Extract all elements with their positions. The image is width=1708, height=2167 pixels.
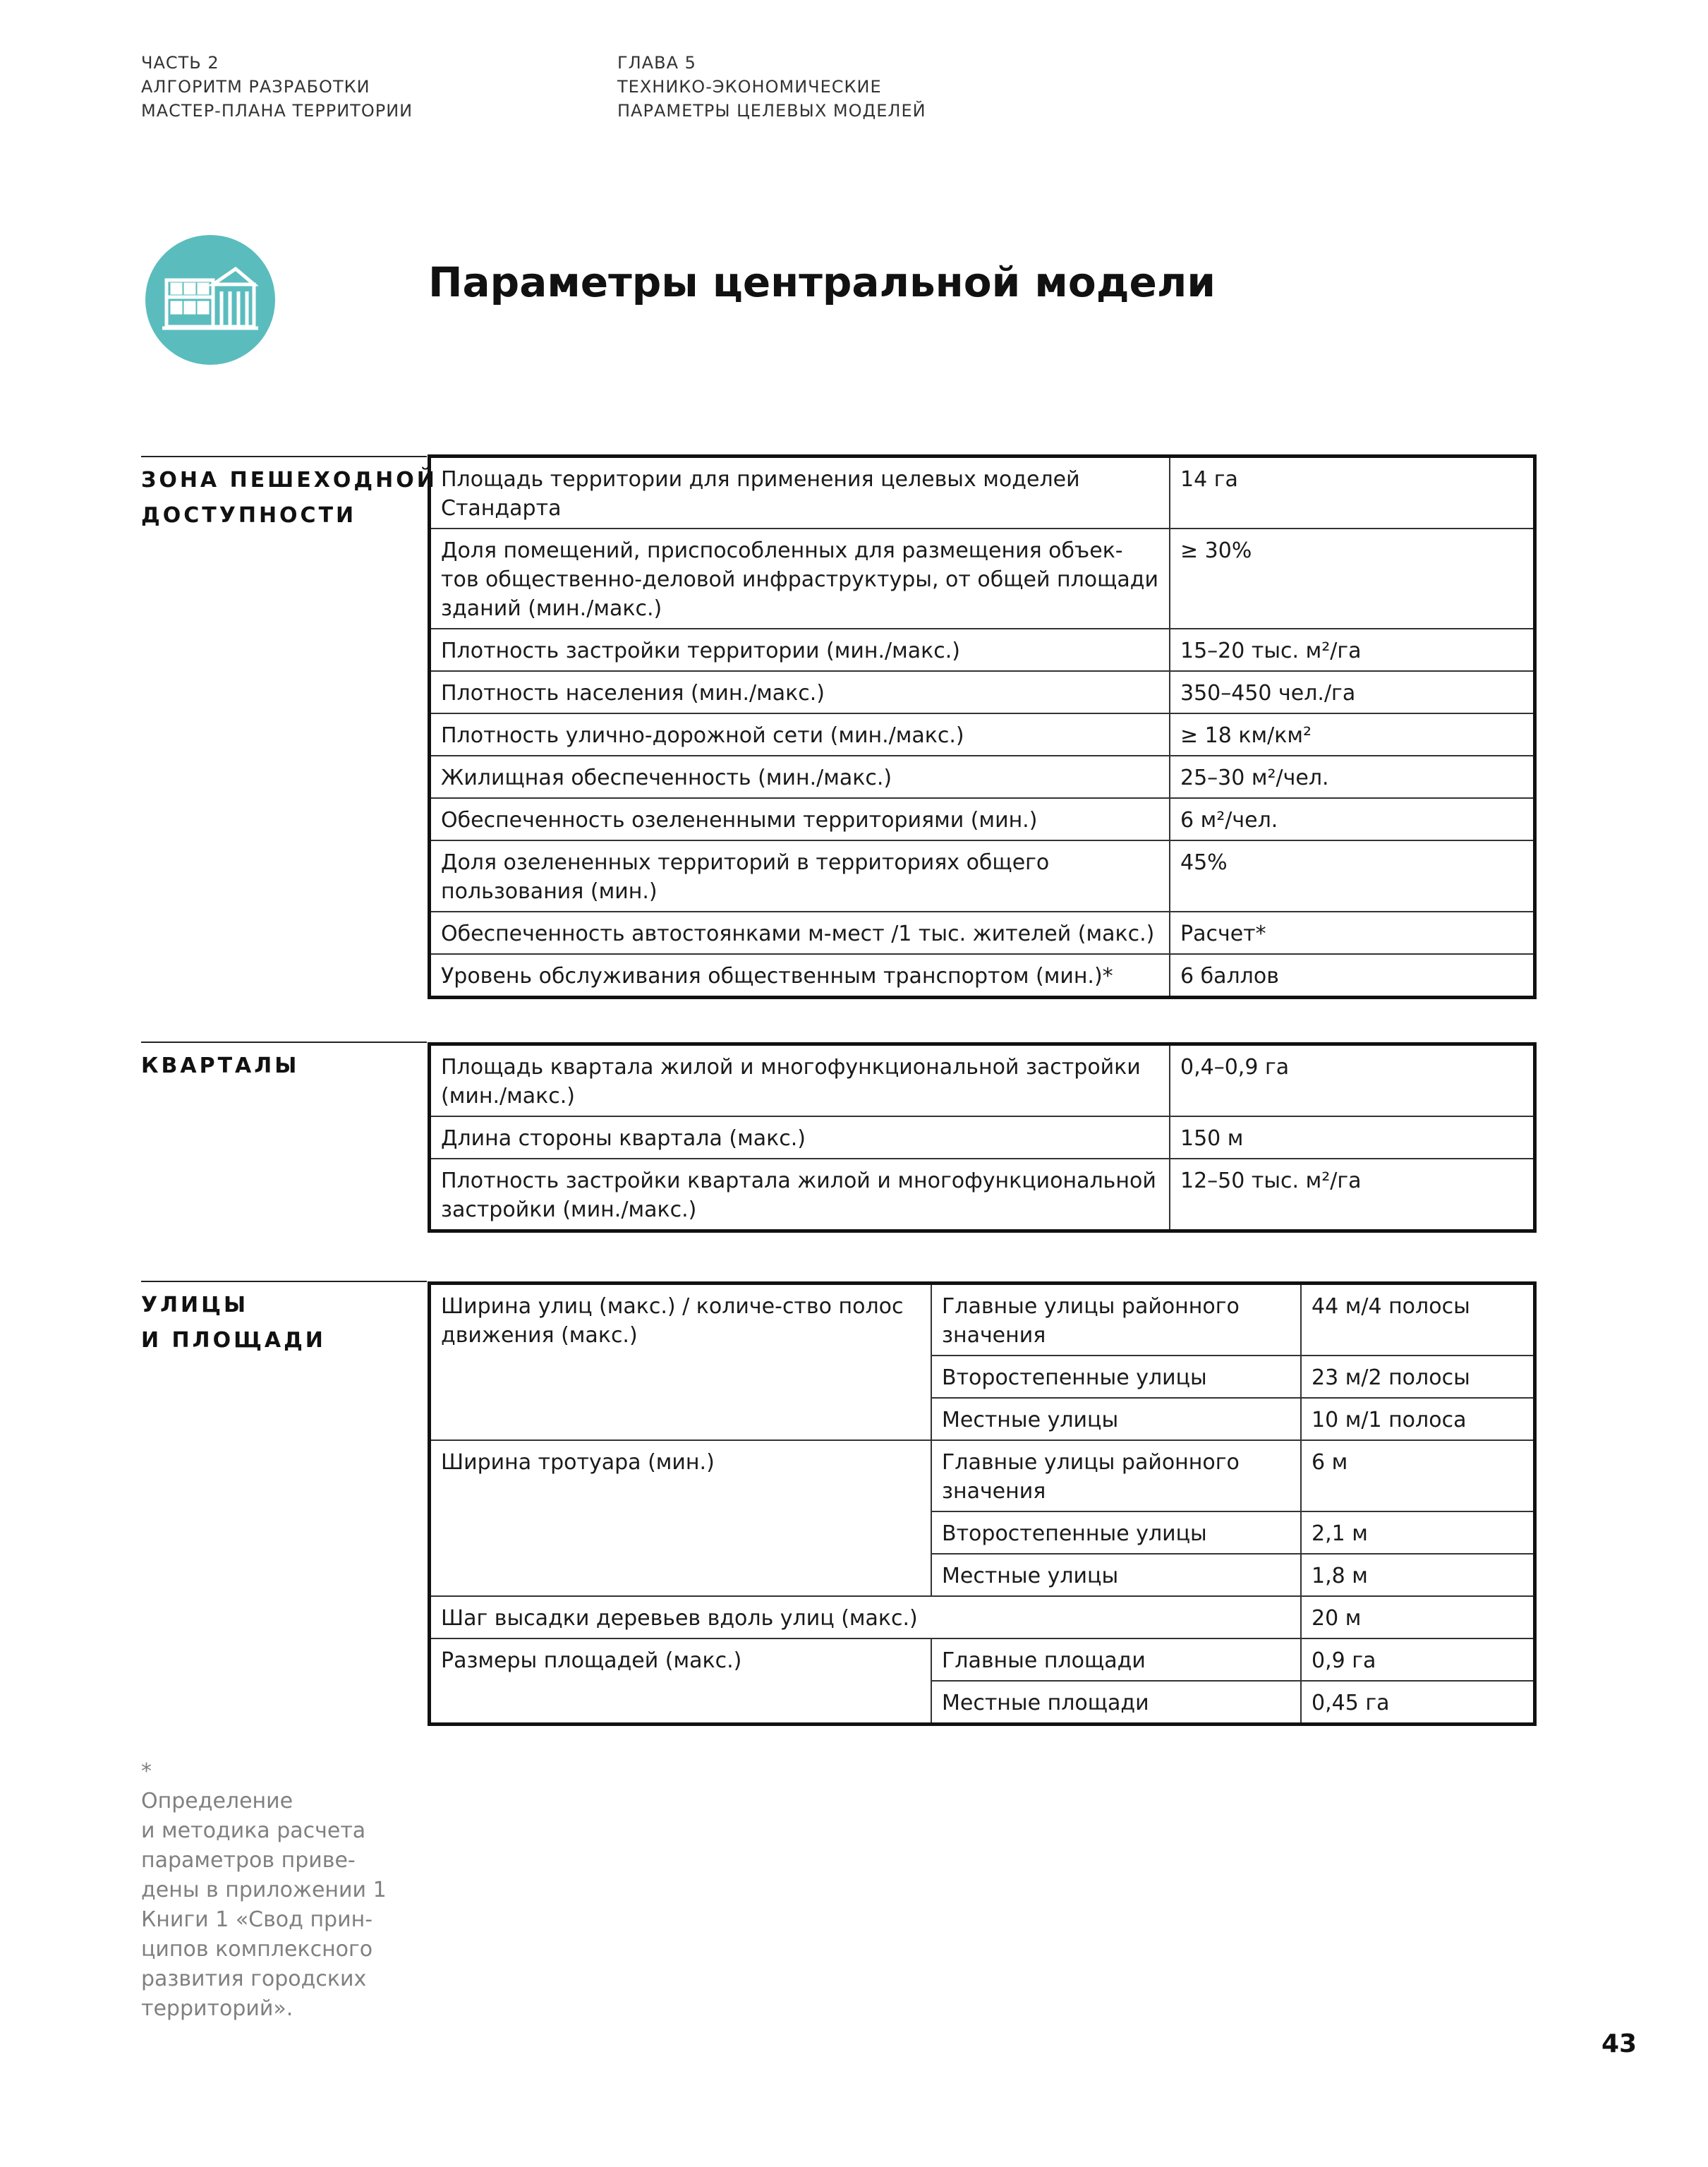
param-cell: Обеспеченность озелененными территориями (мин.): [430, 798, 1170, 840]
footnote-line: параметров приве-: [141, 1848, 356, 1873]
type-cell: Второстепенные улицы: [931, 1356, 1301, 1398]
section-label-walk: [141, 456, 437, 533]
table-row: [430, 1638, 1535, 1681]
table-row: [430, 798, 1535, 840]
table-row: [430, 457, 1535, 529]
table-row: [430, 1284, 1535, 1356]
param-cell: Шаг высадки деревьев вдоль улиц (макс.): [430, 1596, 1302, 1638]
type-cell: Второстепенные улицы: [931, 1511, 1301, 1554]
table-row: [430, 629, 1535, 671]
table-row: [430, 713, 1535, 756]
value-cell: 350–450 чел./га: [1170, 671, 1535, 713]
section-label-line: УЛИЦЫ: [141, 1293, 249, 1317]
streets-params-table: [428, 1281, 1537, 1726]
header-chapter-line: ГЛАВА 5: [617, 53, 696, 73]
type-cell: Местные улицы: [931, 1398, 1301, 1440]
value-cell: 12–50 тыс. м²/га: [1170, 1159, 1535, 1231]
value-cell: ≥ 30%: [1170, 529, 1535, 629]
value-cell: 150 м: [1170, 1116, 1535, 1159]
value-cell: 2,1 м: [1301, 1511, 1535, 1554]
param-cell: Плотность населения (мин./макс.): [430, 671, 1170, 713]
section-label-line: ДОСТУПНОСТИ: [141, 503, 357, 528]
table-row: [430, 912, 1535, 954]
header-part-line: ЧАСТЬ 2: [141, 53, 219, 73]
param-cell: Площадь территории для применения целевых моделей Стандарта: [430, 457, 1170, 529]
param-cell: Размеры площадей (макс.): [430, 1638, 932, 1725]
param-cell: Длина стороны квартала (макс.): [430, 1116, 1170, 1159]
value-cell: 23 м/2 полосы: [1301, 1356, 1535, 1398]
table-row: [430, 1596, 1535, 1638]
value-cell: 20 м: [1301, 1596, 1535, 1638]
type-cell: Местные площади: [931, 1681, 1301, 1725]
type-cell: Главные улицы районного значения: [931, 1440, 1301, 1511]
type-cell: Местные улицы: [931, 1554, 1301, 1596]
value-cell: 6 м²/чел.: [1170, 798, 1535, 840]
param-cell: Ширина улиц (макс.) / количе-ство полос движения (макс.): [430, 1284, 932, 1441]
footnote-line: и методика расчета: [141, 1818, 366, 1843]
table-row: [430, 1440, 1535, 1511]
type-cell: Главные улицы районного значения: [931, 1284, 1301, 1356]
blocks-params-table: [428, 1042, 1537, 1233]
value-cell: 45%: [1170, 840, 1535, 912]
value-cell: 0,45 га: [1301, 1681, 1535, 1725]
model-logo: [145, 235, 275, 365]
header-chapter: [617, 51, 926, 123]
param-cell: Плотность застройки квартала жилой и многофункциональной застройки (мин./макс.): [430, 1159, 1170, 1231]
footnote-line: развития городских: [141, 1967, 367, 1991]
value-cell: 0,4–0,9 га: [1170, 1044, 1535, 1117]
footnote-line: *: [141, 1759, 152, 1784]
value-cell: 14 га: [1170, 457, 1535, 529]
header-part-line: МАСТЕР-ПЛАНА ТЕРРИТОРИИ: [141, 101, 413, 121]
param-cell: Плотность улично-дорожной сети (мин./макс.): [430, 713, 1170, 756]
param-cell: Обеспеченность автостоянками м-мест /1 тыс. жителей (макс.): [430, 912, 1170, 954]
value-cell: 44 м/4 полосы: [1301, 1284, 1535, 1356]
header-chapter-line: ПАРАМЕТРЫ ЦЕЛЕВЫХ МОДЕЛЕЙ: [617, 101, 926, 121]
param-cell: Плотность застройки территории (мин./макс.): [430, 629, 1170, 671]
section-label-line: И ПЛОЩАДИ: [141, 1328, 326, 1353]
page-number: 43: [1601, 2029, 1637, 2058]
section-label-streets: [141, 1281, 427, 1358]
value-cell: ≥ 18 км/км²: [1170, 713, 1535, 756]
footnote-line: ципов комплексного: [141, 1937, 373, 1962]
type-cell: Главные площади: [931, 1638, 1301, 1681]
value-cell: 0,9 га: [1301, 1638, 1535, 1681]
buildings-icon: [162, 263, 258, 334]
section-label-line: КВАРТАЛЫ: [141, 1054, 300, 1078]
value-cell: 10 м/1 полоса: [1301, 1398, 1535, 1440]
value-cell: 15–20 тыс. м²/га: [1170, 629, 1535, 671]
value-cell: 1,8 м: [1301, 1554, 1535, 1596]
footnote-line: Книги 1 «Свод прин-: [141, 1907, 373, 1932]
param-cell: Ширина тротуара (мин.): [430, 1440, 932, 1596]
table-row: [430, 1116, 1535, 1159]
table-row: [430, 1159, 1535, 1231]
footnote: [141, 1757, 423, 2024]
table-row: [430, 671, 1535, 713]
value-cell: 6 баллов: [1170, 954, 1535, 998]
table-row: [430, 840, 1535, 912]
footnote-line: территорий».: [141, 1996, 293, 2021]
table-row: [430, 1044, 1535, 1117]
param-cell: Площадь квартала жилой и многофункциональной застройки (мин./макс.): [430, 1044, 1170, 1117]
value-cell: Расчет*: [1170, 912, 1535, 954]
section-label-blocks: [141, 1042, 427, 1084]
footnote-line: дены в приложении 1: [141, 1878, 387, 1902]
page-title: Параметры центральной модели: [428, 258, 1216, 306]
param-cell: Доля озелененных территорий в территориях общего пользования (мин.): [430, 840, 1170, 912]
table-row: [430, 529, 1535, 629]
section-label-line: ЗОНА ПЕШЕХОДНОЙ: [141, 468, 437, 493]
value-cell: 25–30 м²/чел.: [1170, 756, 1535, 798]
walk-params-table: [428, 454, 1537, 999]
header-part: [141, 51, 413, 123]
param-cell: Уровень обслуживания общественным транспортом (мин.)*: [430, 954, 1170, 998]
table-row: [430, 756, 1535, 798]
header-chapter-line: ТЕХНИКО-ЭКОНОМИЧЕСКИЕ: [617, 77, 882, 97]
value-cell: 6 м: [1301, 1440, 1535, 1511]
table-row: [430, 954, 1535, 998]
header-part-line: АЛГОРИТМ РАЗРАБОТКИ: [141, 77, 370, 97]
footnote-line: Определение: [141, 1789, 293, 1813]
param-cell: Доля помещений, приспособленных для размещения объек-тов общественно-деловой инфраструктуры, от общей площади зданий (мин./макс.): [430, 529, 1170, 629]
param-cell: Жилищная обеспеченность (мин./макс.): [430, 756, 1170, 798]
